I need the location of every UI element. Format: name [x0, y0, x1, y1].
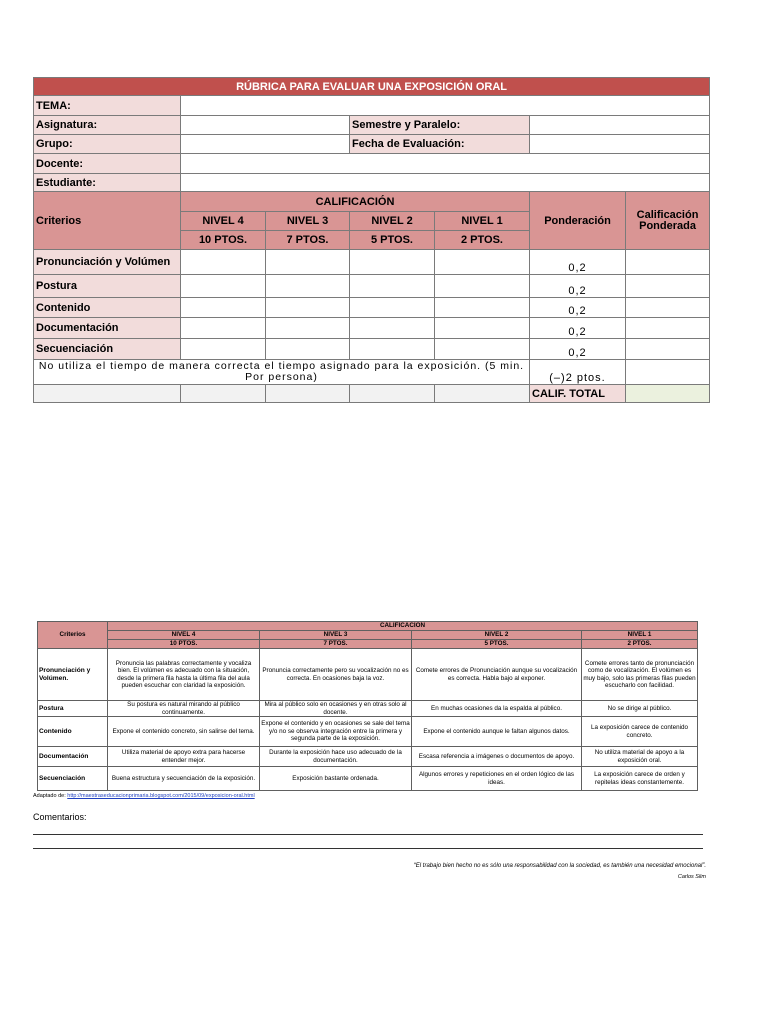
puntos-header: 7 PTOS. — [266, 231, 350, 250]
detail-cell: Durante la exposición hace uso adecuado de la documentación. — [260, 747, 412, 767]
detail-nivel-header: NIVEL 4 — [108, 631, 260, 640]
source-label: Adaptado de: — [33, 793, 66, 799]
ponderacion-value: 0,2 — [530, 275, 626, 298]
rubric-title: RÚBRICA PARA EVALUAR UNA EXPOSICIÓN ORAL — [34, 78, 710, 96]
criterio-label: Documentación — [34, 318, 181, 339]
rubric-row — [34, 318, 710, 339]
nivel-header: NIVEL 4 — [181, 212, 266, 231]
detail-cell: En muchas ocasiones da la espalda al público. — [412, 701, 582, 717]
calif-ponderada-cell[interactable] — [626, 250, 710, 275]
total-field[interactable] — [626, 385, 710, 403]
puntos-header: 2 PTOS. — [435, 231, 530, 250]
score-cell[interactable] — [435, 339, 530, 360]
score-cell[interactable] — [181, 318, 266, 339]
source-note — [33, 793, 255, 799]
detail-criterio: Postura — [38, 701, 108, 717]
score-cell[interactable] — [350, 298, 435, 318]
tiempo-row — [34, 360, 710, 385]
empty-cell — [435, 385, 530, 403]
score-cell[interactable] — [350, 339, 435, 360]
score-cell[interactable] — [181, 275, 266, 298]
comments-label: Comentarios: — [33, 812, 87, 822]
calif-ponderada-cell[interactable] — [626, 275, 710, 298]
rubric-table — [33, 77, 710, 403]
detail-puntos-header: 7 PTOS. — [260, 640, 412, 649]
detail-cell: Comete errores de Pronunciación aunque su vocalización es correcta. Habla bajo al exponer. — [412, 649, 582, 701]
detail-puntos-header: 10 PTOS. — [108, 640, 260, 649]
detail-cell: No se dirige al público. — [582, 701, 698, 717]
criterios-header: Criterios — [34, 192, 181, 250]
score-cell[interactable] — [435, 318, 530, 339]
detail-nivel-header: NIVEL 1 — [582, 631, 698, 640]
grupo-field[interactable] — [181, 135, 350, 154]
detail-row — [38, 717, 698, 747]
detail-puntos-header: 2 PTOS. — [582, 640, 698, 649]
score-cell[interactable] — [350, 250, 435, 275]
rubric-row — [34, 298, 710, 318]
detail-criterios-header: Criterios — [38, 622, 108, 649]
nivel-header: NIVEL 2 — [350, 212, 435, 231]
score-cell[interactable] — [181, 298, 266, 318]
empty-cell — [181, 385, 266, 403]
calif-ponderada-cell[interactable] — [626, 298, 710, 318]
nivel-header: NIVEL 3 — [266, 212, 350, 231]
ponderacion-value: 0,2 — [530, 250, 626, 275]
detail-puntos-header: 5 PTOS. — [412, 640, 582, 649]
detail-row — [38, 747, 698, 767]
tema-label: TEMA: — [34, 96, 181, 116]
detail-nivel-header: NIVEL 2 — [412, 631, 582, 640]
ponderacion-value: 0,2 — [530, 339, 626, 360]
puntos-header: 5 PTOS. — [350, 231, 435, 250]
detail-cell: La exposición carece de orden y repitelas ideas constantemente. — [582, 767, 698, 791]
criterio-label: Postura — [34, 275, 181, 298]
puntos-header: 10 PTOS. — [181, 231, 266, 250]
detail-cell: No utiliza material de apoyo a la exposición oral. — [582, 747, 698, 767]
detail-cell: Expone el contenido y en ocasiones se sale del tema y/o no se observa integración entre la primera y segunda parte de la exposición. — [260, 717, 412, 747]
asignatura-label: Asignatura: — [34, 116, 181, 135]
comment-line[interactable] — [33, 848, 703, 849]
detail-cell: Buena estructura y secuenciación de la exposición. — [108, 767, 260, 791]
grupo-label: Grupo: — [34, 135, 181, 154]
detail-cell: Algunos errores y repeticiones en el orden lógico de las ideas. — [412, 767, 582, 791]
detail-cell: Comete errores tanto de pronunciación como de vocalización. El volúmen es muy bajo, solo las primeras filas pueden escucharlo con facilidad. — [582, 649, 698, 701]
calif-ponderada-header: Calificación Ponderada — [626, 192, 710, 250]
score-cell[interactable] — [350, 275, 435, 298]
score-cell[interactable] — [435, 298, 530, 318]
detail-cell: Pronuncia correctamente pero su vocalización no es correcta. En ocasiones baja la voz. — [260, 649, 412, 701]
fecha-label: Fecha de Evaluación: — [350, 135, 530, 154]
total-label: CALIF. TOTAL — [530, 385, 626, 403]
score-cell[interactable] — [181, 250, 266, 275]
nivel-header: NIVEL 1 — [435, 212, 530, 231]
tiempo-text: No utiliza el tiempo de manera correcta el tiempo asignado para la exposición. (5 min. Por persona) — [34, 360, 530, 385]
tema-field[interactable] — [181, 96, 710, 116]
detail-cell: Pronuncia las palabras correctamente y vocaliza bien. El volúmen es adecuado con la situación, desde la primera fila hasta la última fila del aula pueden escuchar con claridad la exposición. — [108, 649, 260, 701]
criterio-label: Secuenciación — [34, 339, 181, 360]
rubric-row — [34, 275, 710, 298]
score-cell[interactable] — [435, 250, 530, 275]
rubric-row — [34, 250, 710, 275]
detail-criterio: Pronunciación y Volúmen. — [38, 649, 108, 701]
score-cell[interactable] — [266, 318, 350, 339]
detail-cell: Expone el contenido aunque le faltan algunos datos. — [412, 717, 582, 747]
quote-text: “El trabajo bien hecho no es sólo una responsabilidad con la sociedad, es también una necesidad emocional”. — [413, 863, 706, 869]
score-cell[interactable] — [181, 339, 266, 360]
ponderacion-value: 0,2 — [530, 298, 626, 318]
calif-ponderada-cell[interactable] — [626, 339, 710, 360]
tiempo-cell[interactable] — [626, 360, 710, 385]
detail-cell: Expone el contenido concreto, sin salirse del tema. — [108, 717, 260, 747]
detail-cell: Exposición bastante ordenada. — [260, 767, 412, 791]
fecha-field[interactable] — [530, 135, 710, 154]
estudiante-label: Estudiante: — [34, 174, 181, 192]
detail-cell: Mira al público solo en ocasiones y en otras solo al docente. — [260, 701, 412, 717]
score-cell[interactable] — [266, 250, 350, 275]
score-cell[interactable] — [266, 339, 350, 360]
score-cell[interactable] — [266, 298, 350, 318]
detail-row — [38, 649, 698, 701]
docente-field[interactable] — [181, 154, 710, 174]
ponderacion-header: Ponderación — [530, 192, 626, 250]
docente-label: Docente: — [34, 154, 181, 174]
detail-calificacion-header: CALIFICACIÓN — [108, 622, 698, 631]
rubric-row — [34, 339, 710, 360]
source-link[interactable]: http://maestraseducacionprimaria.blogspot.com/2015/09/exposicion-oral.html — [67, 793, 255, 799]
total-row — [34, 385, 710, 403]
calif-ponderada-cell[interactable] — [626, 318, 710, 339]
detail-criterio: Secuenciación — [38, 767, 108, 791]
detail-row — [38, 767, 698, 791]
semestre-label: Semestre y Paralelo: — [350, 116, 530, 135]
detail-row — [38, 701, 698, 717]
ponderacion-value: 0,2 — [530, 318, 626, 339]
detail-cell: Utiliza material de apoyo extra para hacerse entender mejor. — [108, 747, 260, 767]
empty-cell — [34, 385, 181, 403]
semestre-field[interactable] — [530, 116, 710, 135]
tiempo-penalty: (–)2 ptos. — [530, 360, 626, 385]
calificacion-header: CALIFICACIÓN — [181, 192, 530, 212]
detail-criterio: Documentación — [38, 747, 108, 767]
estudiante-field[interactable] — [181, 174, 710, 192]
criterio-label: Pronunciación y Volúmen — [34, 250, 181, 275]
empty-cell — [266, 385, 350, 403]
score-cell[interactable] — [350, 318, 435, 339]
asignatura-field[interactable] — [181, 116, 350, 135]
detail-cell: Su postura es natural mirando al público continuamente. — [108, 701, 260, 717]
detail-criterio: Contenido — [38, 717, 108, 747]
comment-line[interactable] — [33, 834, 703, 835]
detail-cell: La exposición carece de contenido concreto. — [582, 717, 698, 747]
empty-cell — [350, 385, 435, 403]
score-cell[interactable] — [266, 275, 350, 298]
criterio-label: Contenido — [34, 298, 181, 318]
quote-author: Carlos Slim — [677, 874, 706, 880]
detail-cell: Escasa referencia a imágenes o documentos de apoyo. — [412, 747, 582, 767]
detail-nivel-header: NIVEL 3 — [260, 631, 412, 640]
detail-table — [37, 621, 698, 791]
score-cell[interactable] — [435, 275, 530, 298]
